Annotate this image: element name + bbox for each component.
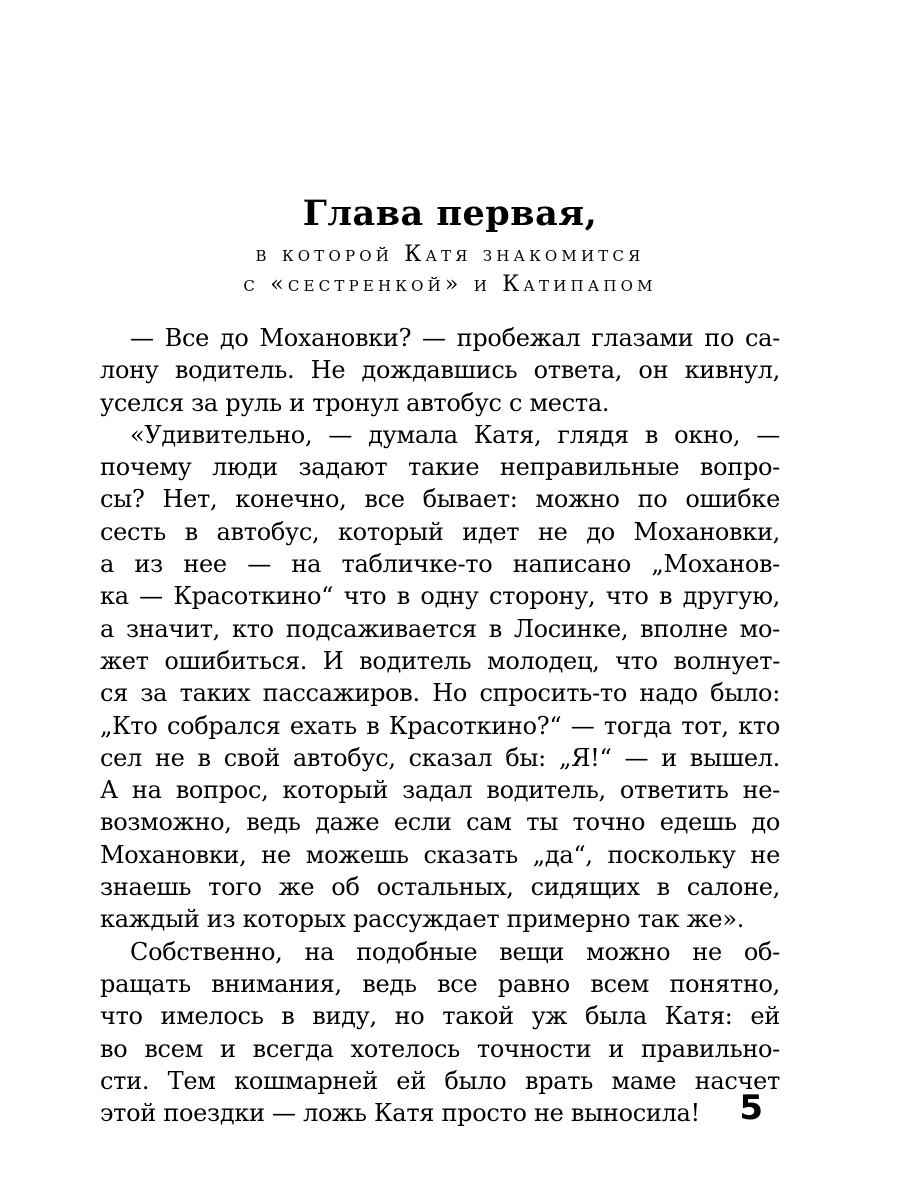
chapter-subtitle [0,240,900,300]
text-line: ка — Красоткино“ что в одну сторону, что в другую, [100,582,780,611]
text-line: «Удивительно, — думала Катя, глядя в окно, — [130,420,780,449]
text-line: уселся за руль и тронул автобус с места. [100,388,610,417]
text-line: сы? Нет, конечно, все бывает: можно по ошибке [100,485,780,514]
text-line: сел не в свой автобус, сказал бы: „Я!“ — и вышел. [100,743,780,772]
text-line: — Все до Мохановки? — пробежал глазами по са- [130,324,780,352]
text-line: во всем и всегда хотелось точности и правильно- [100,1034,780,1063]
text-line: а из нее — на табличке-то написано „Моханов- [100,550,780,579]
text-line: Мохановки, не можешь сказать „да“, поскольку не [100,840,780,869]
text-line: сесть в автобус, который идет не до Мохановки, [100,517,780,546]
text-line: этой поездки — ложь Катя просто не выносила! [100,1099,700,1128]
text-line: что имелось в виду, но такой уж была Катя: ей [100,1002,780,1031]
text-line: а значит, кто подсаживается в Лосинке, вполне мо- [100,614,780,643]
text-line: лону водитель. Не дождавшись ответа, он кивнул, [100,356,780,385]
chapter-subtitle-line: в которой Катя знакомится [255,242,645,267]
chapter-title: Глава первая, [302,193,598,234]
text-line: Собственно, на подобные вещи можно не об- [130,937,780,966]
text-line: „Кто собрался ехать в Красоткино?“ — тогда тот, кто [100,711,780,740]
text-line: возможно, ведь даже если сам ты точно едешь до [100,808,780,837]
text-line: каждый из которых рассуждает примерно так же». [100,905,745,934]
text-line: ращать внимания, ведь все равно всем понятно, [100,969,780,998]
page-number: 5 [739,1088,763,1128]
text-line: ся за таких пассажиров. Но спросить-то надо было: [100,679,780,708]
text-line: знаешь того же об остальных, сидящих в салоне, [100,873,780,902]
chapter-subtitle-line: с «сестренкой» и Катипапом [243,272,657,297]
text-line: жет ошибиться. И водитель молодец, что волнует- [100,646,780,675]
text-line: почему люди задают такие неправильные вопро- [100,453,780,482]
text-line: А на вопрос, который задал водитель, ответить не- [100,776,780,805]
text-line: сти. Тем кошмарней ей было врать маме насчет [100,1066,780,1095]
chapter-body-text [100,322,780,1129]
